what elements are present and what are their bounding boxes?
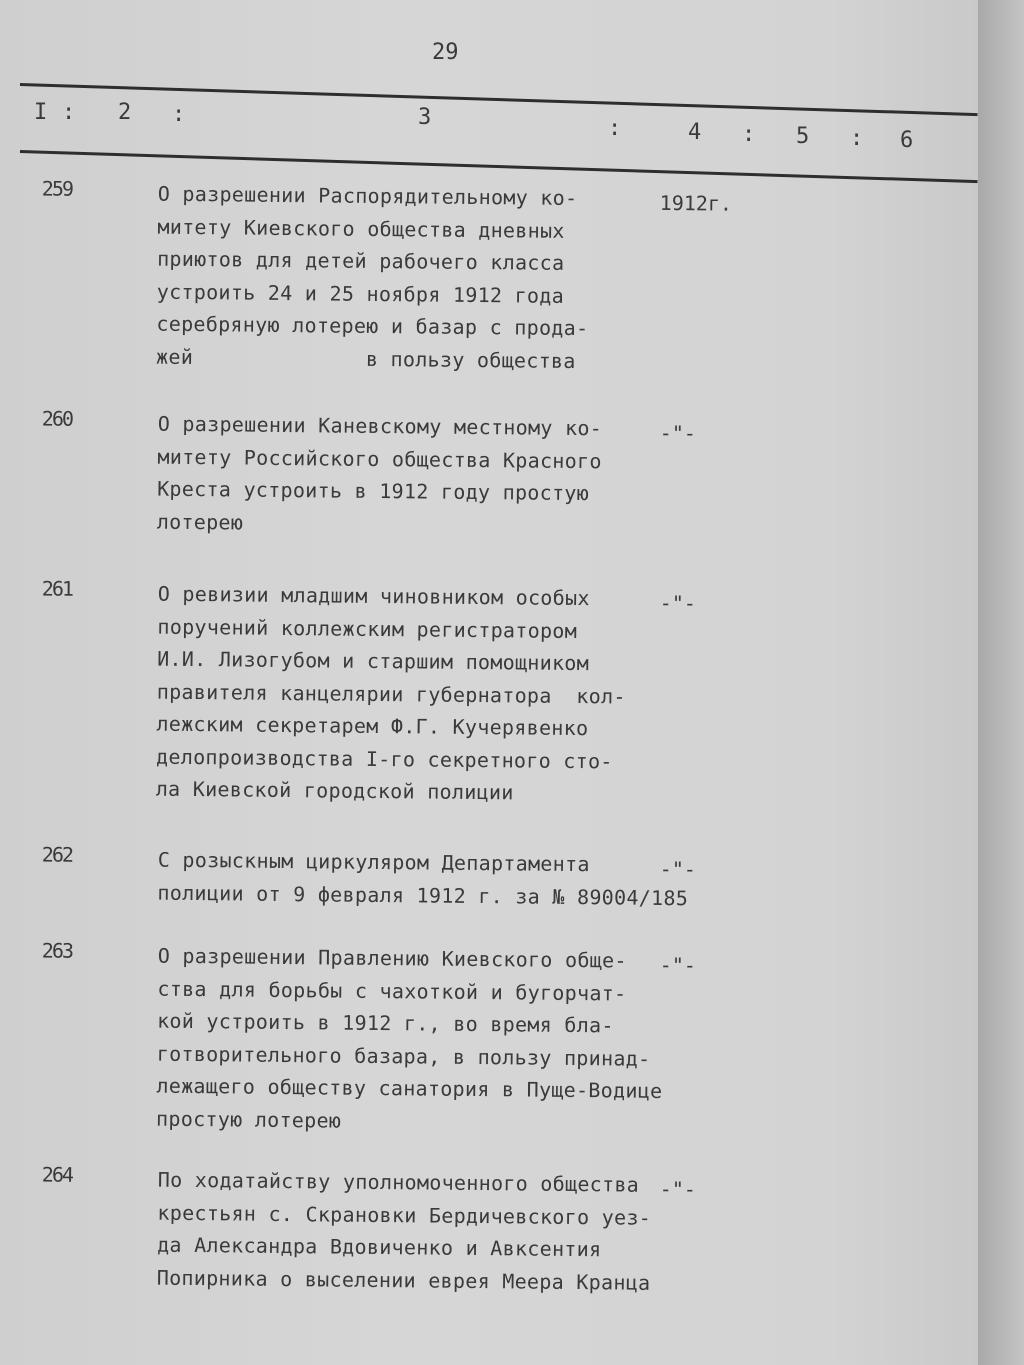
entry-line: крестьян с. Скрановки Бердичевского уез- — [157, 1200, 652, 1230]
page-number: 29 — [432, 40, 459, 65]
entry-number: 263 — [41, 938, 73, 963]
entry-date: -"- — [659, 952, 697, 978]
col-sep: : — [62, 100, 76, 125]
entry-line: И.И. Лизогубом и старшим помощником — [157, 646, 590, 676]
col-6: 6 — [900, 128, 914, 153]
col-2: 2 — [118, 100, 132, 125]
entry-description — [157, 408, 603, 543]
entry-line: Креста устроить в 1912 году простую — [157, 476, 590, 506]
entry-line: По ходатайству уполномоченного общества — [157, 1167, 640, 1197]
col-5: 5 — [796, 124, 810, 149]
entry-date: -"- — [659, 856, 697, 882]
entry-line: митету Российского общества Красного — [157, 444, 602, 473]
entry-line: поручений коллежским регистратором — [157, 614, 578, 643]
col-3: 3 — [418, 105, 432, 130]
entry-line: О разрешении Правлению Киевского обще- — [157, 943, 627, 973]
entry-date: -"- — [659, 590, 697, 616]
col-sep: : — [742, 122, 756, 147]
entry-line: С розыскным циркуляром Департамента — [157, 847, 590, 877]
entry-line: правителя канцелярии губернатора кол- — [156, 679, 626, 709]
entry-number: 259 — [41, 176, 73, 201]
entry-line: полиции от 9 февраля 1912 г. за № 89004/185 — [157, 880, 689, 910]
entry-line: серебряную лотерею и базар с прода- — [156, 311, 589, 341]
entry-line: О разрешении Каневскому местному ко- — [157, 411, 603, 441]
col-4: 4 — [688, 120, 702, 145]
entry-description — [156, 578, 627, 810]
col-sep: : — [172, 102, 186, 127]
entry-date: -"- — [659, 1176, 697, 1202]
entry-line: устроить 24 и 25 ноября 1912 года — [156, 279, 565, 308]
entry-line: митету Киевского общества дневных — [157, 214, 565, 243]
entry-description — [157, 844, 688, 915]
entry-description — [157, 1164, 652, 1299]
entry-date: -"- — [659, 420, 697, 446]
entry-number: 261 — [41, 576, 73, 601]
entry-line: приютов для детей рабочего класса — [157, 246, 565, 275]
entry-line: ства для борьбы с чахоткой и бугорчат- — [157, 976, 627, 1006]
entry-line: Попирника о выселении еврея Меера Кранца — [156, 1265, 651, 1295]
entry-description — [156, 178, 590, 378]
entry-line: лежским секретарем Ф.Г. Кучерявенко — [156, 711, 589, 741]
entry-number: 262 — [41, 842, 73, 867]
entry-line: лотерею — [156, 509, 244, 535]
entry-line: делопроизводства I-го секретного сто- — [155, 744, 613, 773]
entry-line: О разрешении Распорядительному ко- — [157, 181, 578, 211]
entry-line: простую лотерею — [155, 1106, 342, 1133]
entry-line: жей в пользу общества — [155, 344, 576, 373]
col-sep: : — [850, 126, 864, 151]
page-edge — [978, 0, 1024, 1365]
entry-line: кой устроить в 1912 г., во время бла- — [157, 1008, 614, 1038]
col-1: I — [34, 100, 48, 125]
entry-line: да Александра Вдовиченко и Авксентия — [157, 1232, 602, 1262]
entry-number: 264 — [41, 1162, 73, 1187]
entry-line: О ревизии младшим чиновником особых — [157, 581, 590, 611]
entry-number: 260 — [41, 406, 73, 431]
entry-line: готворительного базара, в пользу принад- — [156, 1041, 651, 1071]
entry-description — [156, 940, 664, 1140]
entry-line: ла Киевской городской полиции — [155, 776, 514, 805]
entry-line: лежащего обществу санатория в Пуще-Водице — [156, 1073, 663, 1103]
entry-date: 1912г. — [659, 190, 733, 216]
col-sep: : — [608, 116, 622, 141]
